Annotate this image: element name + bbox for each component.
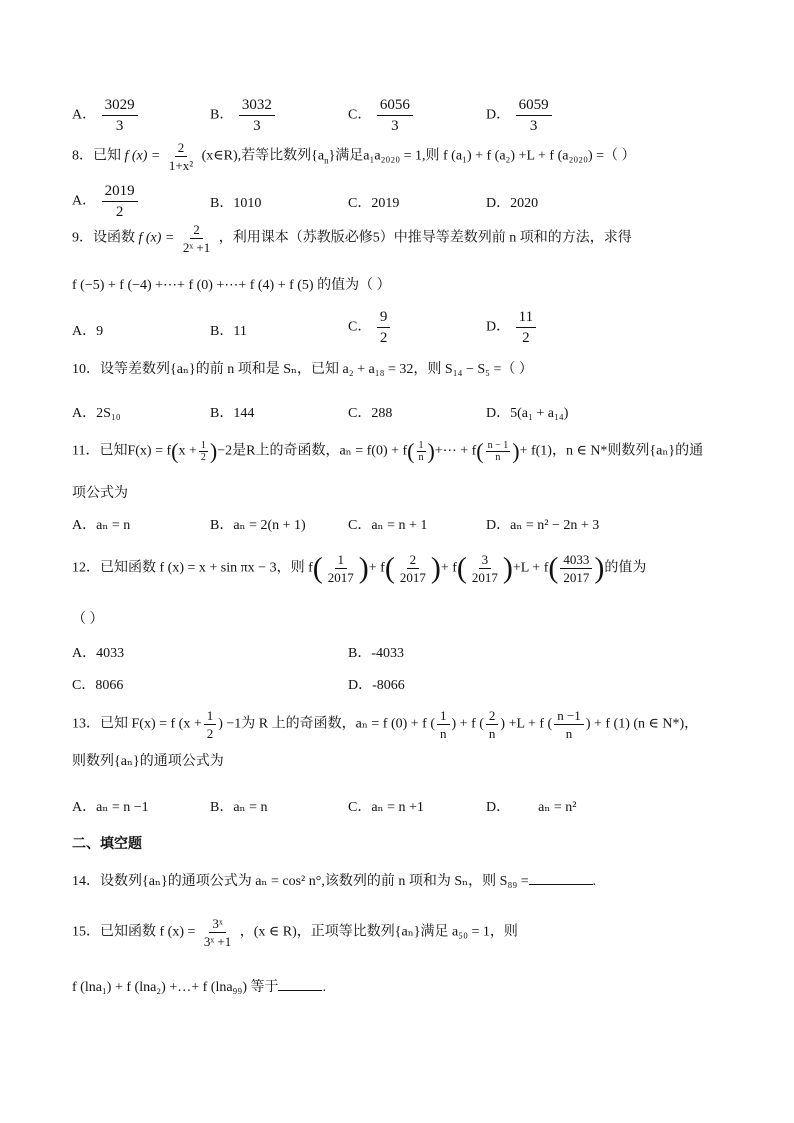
q7-option-d <box>486 96 554 135</box>
q7-option-b <box>210 96 277 135</box>
fraction: $\frac{11}{2}$ <box>516 308 536 347</box>
q13-stem: 13．已知 F(x) = f (x + $\frac{1}{2}$ ) −1为 R 上的奇函数，aₙ = f (0) + f ( $\frac{1}{n}$ ) + f ( $\frac{2}{n}$ ) +L + f ( $\frac{n -1}{n}$ ) + f (1) (n ∈ N*)， <box>72 708 699 741</box>
fraction: $\frac{6059}{3}$ <box>516 96 552 135</box>
q10-option-c: C．288 <box>348 406 393 421</box>
fraction: $\frac{n -1}{n}$ <box>554 708 584 741</box>
fraction: $\frac{2}{\text{2ˣ +1}}$ <box>182 222 211 255</box>
q8-option-c: C．2019 <box>348 196 400 211</box>
option-label: A． <box>72 107 97 123</box>
q9-option-b: B．11 <box>210 324 247 339</box>
q9-option-a: A．9 <box>72 324 104 339</box>
q11-option-b: B．aₙ = 2(n + 1) <box>210 518 306 533</box>
fraction: $\frac{9}{2}$ <box>377 308 391 347</box>
q12-option-b: B．-4033 <box>348 646 404 661</box>
q11-stem: 11．已知F(x) = f(x + $\frac{1}{2}$ )−2是R上的奇函数，aₙ = f(0) + f( $\frac{1}{n}$ )+⋯ + f( $\frac{n - 1}{n}$ )+ f(1)，n ∈ N*则数列{aₙ}的通 <box>72 438 704 464</box>
q13-option-a: A．aₙ = n −1 <box>72 800 149 815</box>
q8-option-a: A． $\frac{2019}{2}$ <box>72 182 140 221</box>
fraction: $\frac{4033}{2017}$ <box>560 552 592 585</box>
q13-option-d: D． aₙ = n² <box>486 800 577 815</box>
option-label: B． <box>210 107 234 123</box>
q8-option-b: B．1010 <box>210 196 262 211</box>
q10-option-b: B．144 <box>210 406 255 421</box>
q13-option-c: C．aₙ = n +1 <box>348 800 424 815</box>
answer-blank[interactable] <box>278 976 322 991</box>
fraction: $\frac{1}{2}$ <box>204 708 217 741</box>
q11-line2: 项公式为 <box>72 486 128 501</box>
fraction: $\frac{6056}{3}$ <box>377 96 413 135</box>
q15-line2: f (lna₁) + f (lna₂) +…+ f (lna₉₉) 等于 . <box>72 976 326 998</box>
section-title: 二、填空题 <box>72 836 142 852</box>
q10-option-a: A．2S₁₀ <box>72 406 121 421</box>
fraction: $\frac{2}{n}$ <box>486 708 499 741</box>
fraction: $\frac{n - 1}{n}$ <box>487 440 509 463</box>
option-label: C． <box>348 107 372 123</box>
fraction: $\frac{3032}{3}$ <box>239 96 275 135</box>
q9-line2: f (−5) + f (−4) +⋯+ f (0) +⋯+ f (4) + f (5) 的值为（ ） <box>72 278 391 293</box>
fraction: $\frac{\text{3ˣ}}{\text{3ˣ +1}}$ <box>203 916 232 949</box>
fraction: $\frac{3029}{3}$ <box>102 96 138 135</box>
q12-option-d: D．-8066 <box>348 678 405 693</box>
option-label: D． <box>486 107 511 123</box>
q11-option-a: A．aₙ = n <box>72 518 131 533</box>
q11-option-c: C．aₙ = n + 1 <box>348 518 428 533</box>
q12-paren: （ ） <box>72 612 104 627</box>
q8-option-d: D．2020 <box>486 196 539 211</box>
fraction: $\frac{1}{2}$ <box>200 440 206 463</box>
answer-blank[interactable] <box>529 870 593 885</box>
q13-line2: 则数列{aₙ}的通项公式为 <box>72 754 224 769</box>
q10-option-d: D．5(a₁ + a₁₄) <box>486 406 569 421</box>
q15-stem: 15．已知函数 f (x) = $\frac{\text{3ˣ}}{\text{3ˣ +1}}$ ，(x ∈ R)，正项等比数列{aₙ}满足 a₅₀ = 1，则 <box>72 916 518 949</box>
q14-stem: 14．设数列{aₙ}的通项公式为 aₙ = cos² n°,该数列的前 n 项和为 Sₙ，则 S₈₉ = . <box>72 870 596 892</box>
q9-option-c: C． $\frac{9}{2}$ <box>348 308 392 347</box>
fraction: $\frac{3}{2017}$ <box>471 552 498 585</box>
q9-option-d: D． $\frac{11}{2}$ <box>486 308 538 347</box>
fraction: $\frac{2019}{2}$ <box>102 182 138 221</box>
q12-option-a: A．4033 <box>72 646 125 661</box>
q7-option-a <box>72 96 140 135</box>
q12-stem: 12．已知函数 f (x) = x + sin πx − 3，则 f( $\frac{1}{2017}$ )+ f( $\frac{2}{2017}$ )+ f( $\frac{3}{2017}$ )+L + f( $\frac{4033}{2017}$ )的值为 <box>72 551 647 585</box>
fraction: $\frac{1}{n}$ <box>418 440 424 463</box>
q8-stem: 8．已知 f (x) = $\frac{2}{\text{1+x²}}$ (x∈R),若等比数列$\{a_n\}$满足a₁a₂₀₂₀ = 1,则 f (a₁) + f (a₂) +L + f (a₂₀₂₀) =（ ） <box>72 140 636 173</box>
q10-stem: 10．设等差数列{aₙ}的前 n 项和是 Sₙ，已知 a₂ + a₁₈ = 32，则 S₁₄ − S₅ =（ ） <box>72 362 533 377</box>
q9-stem: 9．设函数 f (x) = $\frac{2}{\text{2ˣ +1}}$ ，利用课本（苏教版必修5）中推导等差数列前 n 项和的方法，求得 <box>72 222 632 255</box>
fraction: $\frac{1}{2017}$ <box>327 552 354 585</box>
q7-option-c <box>348 96 415 135</box>
q11-option-d: D．aₙ = n² − 2n + 3 <box>486 518 600 533</box>
fraction: $\frac{2}{\text{1+x²}}$ <box>168 140 194 173</box>
fraction: $\frac{2}{2017}$ <box>399 552 426 585</box>
fraction: $\frac{1}{n}$ <box>437 708 450 741</box>
q12-option-c: C．8066 <box>72 678 124 693</box>
q13-option-b: B．aₙ = n <box>210 800 268 815</box>
